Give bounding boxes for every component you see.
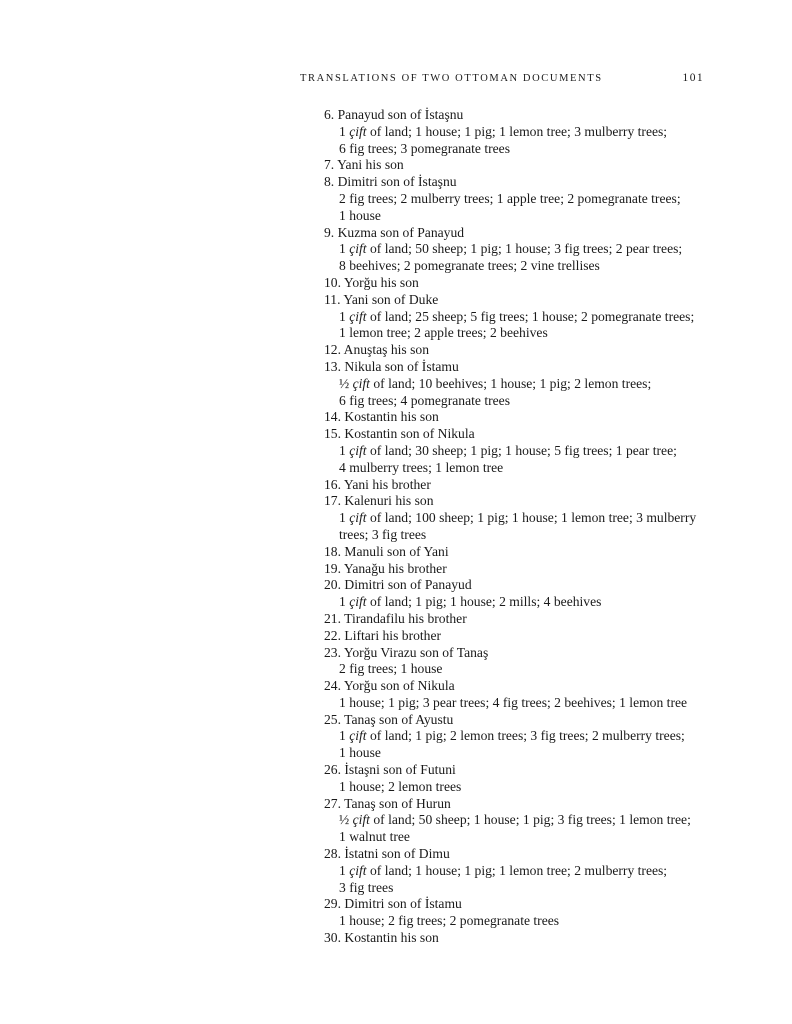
holdings-text: 3 fig trees [339,879,394,895]
list-item [324,359,714,409]
holdings-text: of land; 50 sheep; 1 house; 1 pig; 3 fig trees; 1 lemon tree; [369,812,691,828]
holdings-line [339,208,714,225]
holdings-text: 1 [339,442,350,458]
cift-term: çift [349,123,367,139]
entry-name: 15. Kostantin son of Nikula [324,426,475,442]
entry-name: 9. Kuzma son of Panayud [324,224,465,240]
page-number: 101 [682,72,704,84]
entry-holdings [324,124,714,158]
list-item [324,846,714,896]
list-item [324,577,714,611]
list-item [324,645,714,679]
entry-holdings [324,913,714,930]
holdings-text: of land; 10 beehives; 1 house; 1 pig; 2 lemon trees; [369,375,652,391]
holdings-line [339,141,714,158]
entry-holdings [324,241,714,275]
holdings-line [339,325,714,342]
list-item [324,275,714,292]
list-item [324,493,714,543]
holdings-text: 2 fig trees; 2 mulberry trees; 1 apple tree; 2 pomegranate trees; [339,190,681,206]
holdings-text: 1 lemon tree; 2 apple trees; 2 beehives [339,325,548,341]
entry-holdings [324,376,714,410]
cift-term: çift [349,241,367,257]
list-item [324,107,714,157]
entry-holdings [324,695,714,712]
entry-name: 6. Panayud son of İstaşnu [324,107,464,122]
holdings-text: ½ [339,375,353,391]
entry-holdings [324,728,714,762]
cift-term: çift [352,375,370,391]
holdings-text: of land; 30 sheep; 1 pig; 1 house; 5 fig trees; 1 pear tree; [366,442,677,458]
list-item [324,561,714,578]
holdings-line [339,393,714,410]
entry-name: 11. Yani son of Duke [324,291,439,307]
holdings-line [339,510,714,527]
holdings-text: 1 house; 1 pig; 3 pear trees; 4 fig trees; 2 beehives; 1 lemon tree [339,694,688,710]
holdings-line [339,728,714,745]
entry-name: 29. Dimitri son of İstamu [324,896,462,912]
list-item [324,174,714,224]
list-item [324,712,714,762]
entry-holdings [324,863,714,897]
holdings-text: of land; 1 pig; 2 lemon trees; 3 fig trees; 2 mulberry trees; [366,728,685,744]
holdings-line [339,661,714,678]
holdings-line [339,779,714,796]
holdings-line [339,309,714,326]
holdings-text: 8 beehives; 2 pomegranate trees; 2 vine trellises [339,258,600,274]
entry-holdings [324,812,714,846]
entry-name: 24. Yorğu son of Nikula [324,678,455,694]
list-item [324,477,714,494]
entry-holdings [324,779,714,796]
entry-holdings [324,443,714,477]
entry-name: 13. Nikula son of İstamu [324,358,459,374]
holdings-line [339,913,714,930]
entry-name: 30. Kostantin his son [324,930,439,946]
holdings-line [339,829,714,846]
cift-term: çift [349,594,367,610]
list-item [324,896,714,930]
entry-holdings [324,510,714,544]
list-item [324,930,714,947]
holdings-text: 1 house; 2 lemon trees [339,778,462,794]
list-item [324,544,714,561]
holdings-text: 1 [339,594,350,610]
entry-name: 28. İstatni son of Dimu [324,846,450,862]
holdings-text: 1 house [339,745,381,761]
entry-name: 10. Yorğu his son [324,274,419,290]
holdings-text: 1 [339,510,350,526]
holdings-text: of land; 1 pig; 1 house; 2 mills; 4 beehives [366,594,602,610]
holdings-text: ½ [339,812,353,828]
holdings-line [339,443,714,460]
page-header [300,72,704,84]
holdings-line [339,241,714,258]
entry-name: 27. Tanaş son of Hurun [324,795,451,811]
holdings-line [339,124,714,141]
entry-holdings [324,309,714,343]
holdings-text: of land; 100 sheep; 1 pig; 1 house; 1 lemon tree; 3 mulberry [366,510,697,526]
holdings-text: 1 [339,862,350,878]
cift-term: çift [349,510,367,526]
list-item [324,426,714,476]
cift-term: çift [349,728,367,744]
holdings-text: 4 mulberry trees; 1 lemon tree [339,459,504,475]
holdings-line [339,812,714,829]
entry-holdings [324,594,714,611]
holdings-line [339,594,714,611]
entry-name: 8. Dimitri son of İstaşnu [324,174,457,190]
list-item [324,628,714,645]
holdings-text: of land; 50 sheep; 1 pig; 1 house; 3 fig trees; 2 pear trees; [366,241,683,257]
household-list [324,107,714,947]
entry-name: 16. Yani his brother [324,476,431,492]
holdings-line [339,527,714,544]
holdings-line [339,695,714,712]
holdings-line [339,460,714,477]
entry-name: 21. Tirandafilu his brother [324,610,467,626]
holdings-line [339,863,714,880]
entry-name: 26. İstaşni son of Futuni [324,762,456,778]
list-item [324,762,714,796]
holdings-line [339,191,714,208]
list-item [324,796,714,846]
list-item [324,157,714,174]
holdings-text: of land; 25 sheep; 5 fig trees; 1 house; 2 pomegranate trees; [366,308,695,324]
entry-name: 18. Manuli son of Yani [324,543,449,559]
holdings-text: of land; 1 house; 1 pig; 1 lemon tree; 3 mulberry trees; [366,123,668,139]
running-title: TRANSLATIONS OF TWO OTTOMAN DOCUMENTS [300,73,603,84]
entry-holdings [324,191,714,225]
holdings-text: trees; 3 fig trees [339,526,427,542]
cift-term: çift [352,812,370,828]
entry-name: 14. Kostantin his son [324,409,439,425]
holdings-text: 1 house; 2 fig trees; 2 pomegranate trees [339,913,560,929]
entry-name: 20. Dimitri son of Panayud [324,577,472,593]
holdings-text: 1 walnut tree [339,829,410,845]
holdings-text: 1 house [339,207,381,223]
entry-name: 12. Anuştaş his son [324,342,429,358]
entry-name: 23. Yorğu Virazu son of Tanaş [324,644,489,660]
holdings-line [339,376,714,393]
list-item [324,611,714,628]
list-item [324,678,714,712]
holdings-text: 6 fig trees; 4 pomegranate trees [339,392,510,408]
holdings-text: 6 fig trees; 3 pomegranate trees [339,140,510,156]
entry-name: 22. Liftari his brother [324,627,442,643]
holdings-text: 1 [339,241,350,257]
holdings-text: 1 [339,123,350,139]
holdings-text: 1 [339,728,350,744]
list-item [324,342,714,359]
cift-term: çift [349,442,367,458]
entry-holdings [324,661,714,678]
entry-name: 17. Kalenuri his son [324,493,434,509]
holdings-text: 2 fig trees; 1 house [339,661,443,677]
list-item [324,409,714,426]
cift-term: çift [349,308,367,324]
holdings-line [339,880,714,897]
holdings-text: 1 [339,308,350,324]
list-item [324,292,714,342]
cift-term: çift [349,862,367,878]
entry-name: 7. Yani his son [324,157,404,173]
list-item [324,225,714,275]
entry-name: 19. Yanağu his brother [324,560,447,576]
holdings-text: of land; 1 house; 1 pig; 1 lemon tree; 2 mulberry trees; [366,862,668,878]
entry-name: 25. Tanaş son of Ayustu [324,711,454,727]
holdings-line [339,745,714,762]
holdings-line [339,258,714,275]
